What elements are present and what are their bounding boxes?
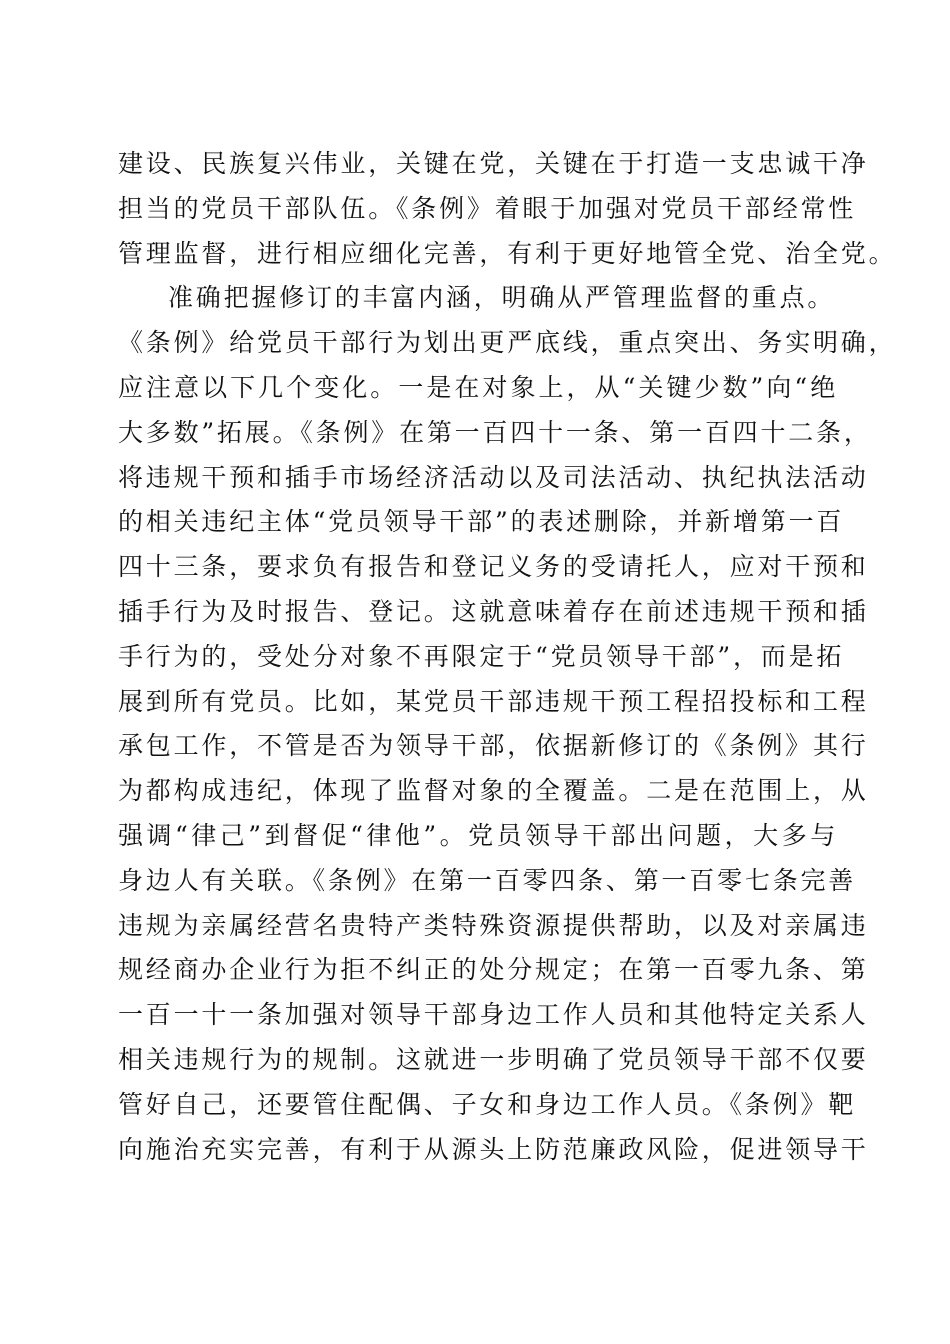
text-line: 插手行为及时报告、登记。这就意味着存在前述违规干预和插 [118,596,869,626]
text-line: 规经商办企业行为拒不纠正的处分规定；在第一百零九条、第 [118,955,869,985]
text-line: 一百一十一条加强对领导干部身边工作人员和其他特定关系人 [118,1000,869,1030]
text-line: 强调“律己”到督促“律他”。党员领导干部出问题，大多与 [118,820,838,850]
text-line: 《条例》给党员干部行为划出更严底线，重点突出、务实明确， [118,328,897,358]
text-line: 管好自己，还要管住配偶、子女和身边工作人员。《条例》靶 [118,1089,857,1119]
text-line: 向施治充实完善，有利于从源头上防范廉政风险，促进领导干 [118,1134,869,1164]
text-line: 手行为的，受处分对象不再限定于“党员领导干部”，而是拓 [118,641,845,671]
text-line: 为都构成违纪，体现了监督对象的全覆盖。二是在范围上，从 [118,776,869,806]
text-line: 的相关违纪主体“党员领导干部”的表述删除，并新增第一百 [118,507,845,537]
text-line: 将违规干预和插手市场经济活动以及司法活动、执纪执法活动 [118,462,869,492]
text-line: 建设、民族复兴伟业，关键在党，关键在于打造一支忠诚干净 [118,149,869,178]
paragraph-start-line: 准确把握修订的丰富内涵，明确从严管理监督的重点。 [168,283,836,313]
text-line: 大多数”拓展。《条例》在第一百四十一条、第一百四十二条， [118,417,872,447]
text-line: 承包工作，不管是否为领导干部，依据新修订的《条例》其行 [118,731,869,761]
text-line: 违规为亲属经营名贵特产类特殊资源提供帮助，以及对亲属违 [118,910,869,940]
text-line: 展到所有党员。比如，某党员干部违规干预工程招投标和工程 [118,686,869,716]
text-line: 身边人有关联。《条例》在第一百零四条、第一百零七条完善 [118,865,857,895]
text-line: 管理监督，进行相应细化完善，有利于更好地管全党、治全党。 [118,238,897,268]
text-line: 四十三条，要求负有报告和登记义务的受请托人，应对干预和 [118,552,869,582]
text-line: 相关违规行为的规制。这就进一步明确了党员领导干部不仅要 [118,1044,869,1074]
text-line: 担当的党员干部队伍。《条例》着眼于加强对党员干部经常性 [118,193,857,223]
document-body [118,142,897,1172]
text-line: 应注意以下几个变化。一是在对象上，从“关键少数”向“绝 [118,372,838,402]
